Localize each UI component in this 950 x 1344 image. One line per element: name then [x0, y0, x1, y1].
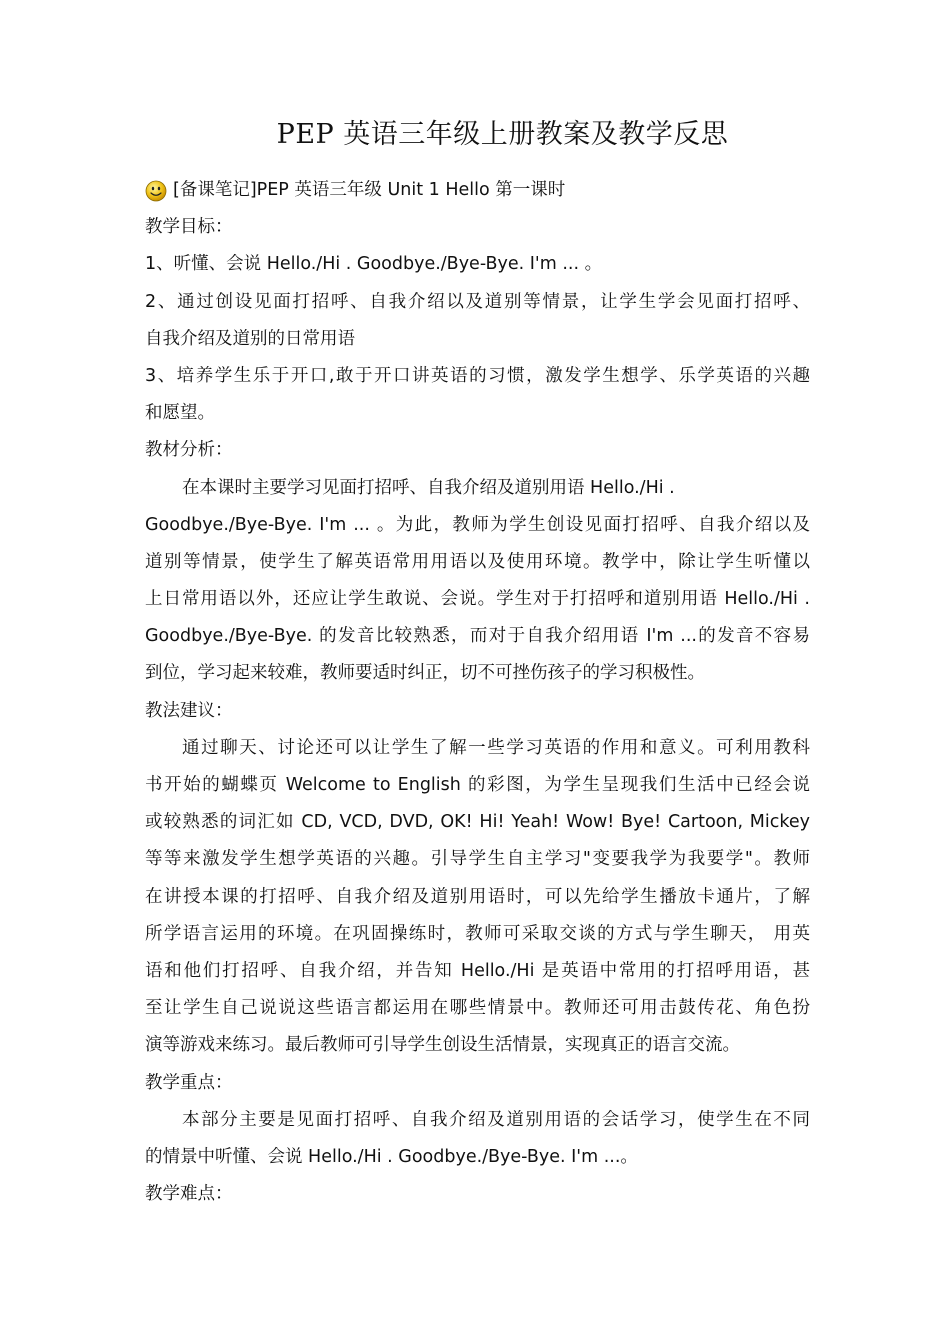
- suggestion-line-2: 书开始的蝴蝶页 Welcome to English 的彩图，为学生呈现我们生活中已经会说: [145, 775, 810, 795]
- objective-2-line-2: 自我介绍及道别的日常用语: [145, 328, 355, 349]
- suggestion-line-5: 在讲授本课的打招呼、自我介绍及道别用语时，可以先给学生播放卡通片，了解: [145, 886, 810, 907]
- analysis-line-5: Goodbye./Bye-Bye. 的发音比较熟悉，而对于自我介绍用语 I'm ...的发音不容易: [145, 626, 810, 647]
- analysis-line-3: 道别等情景，使学生了解英语常用用语以及使用环境。教学中，除让学生听懂以: [145, 551, 810, 572]
- objective-3-line-1: 3、培养学生乐于开口,敢于开口讲英语的习惯，激发学生想学、乐学英语的兴趣: [145, 365, 810, 386]
- objective-3-line-2: 和愿望。: [145, 403, 215, 424]
- objective-2-line-1: 2、通过创设见面打招呼、自我介绍以及道别等情景，让学生学会见面打招呼、: [145, 291, 810, 312]
- suggestion-line-7: 语和他们打招呼、自我介绍，并告知 Hello./Hi 是英语中常用的打招呼用语，甚: [145, 960, 810, 981]
- heading-objectives: 教学目标：: [145, 217, 233, 238]
- suggestion-line-9: 演等游戏来练习。最后教师可引导学生创设生活情景，实现真正的语言交流。: [145, 1035, 740, 1056]
- suggestion-line-6: 所学语言运用的环境。在巩固操练时，教师可采取交谈的方式与学生聊天， 用英: [145, 923, 810, 944]
- heading-teaching-suggestions: 教法建议：: [145, 700, 233, 721]
- suggestion-line-1: 通过聊天、讨论还可以让学生了解一些学习英语的作用和意义。可利用教科: [182, 737, 810, 758]
- analysis-line-1: 在本课时主要学习见面打招呼、自我介绍及道别用语 Hello./Hi .: [182, 477, 675, 498]
- document-title: PEP 英语三年级上册教案及教学反思: [276, 119, 729, 150]
- heading-material-analysis: 教材分析：: [145, 440, 233, 461]
- section-heading: [145, 172, 810, 209]
- suggestion-line-4: 等等来激发学生想学英语的兴趣。引导学生自主学习"变要我学为我要学"。教师: [145, 849, 810, 870]
- document-body: [145, 172, 810, 1213]
- analysis-line-4: 上日常用语以外，还应让学生敢说、会说。学生对于打招呼和道别用语 Hello./Hi .: [145, 589, 810, 610]
- section-heading-text: [备课笔记]PEP 英语三年级 Unit 1 Hello 第一课时: [173, 180, 566, 200]
- suggestion-line-3: 或较熟悉的词汇如 CD, VCD, DVD, OK! Hi! Yeah! Wow! Bye! Cartoon, Mickey: [145, 812, 810, 833]
- smiley-face-icon: [145, 180, 167, 202]
- suggestion-line-8: 至让学生自己说说这些语言都运用在哪些情景中。教师还可用击鼓传花、角色扮: [145, 998, 810, 1019]
- objective-1: 1、听懂、会说 Hello./Hi . Goodbye./Bye-Bye. I'm ... 。: [145, 254, 603, 275]
- analysis-line-2: Goodbye./Bye-Bye. I'm ... 。为此，教师为学生创设见面打招呼、自我介绍以及: [145, 514, 810, 535]
- analysis-line-6: 到位，学习起来较难，教师要适时纠正，切不可挫伤孩子的学习积极性。: [145, 663, 705, 684]
- key-points-line-2: 的情景中听懂、会说 Hello./Hi . Goodbye./Bye-Bye. I'm ...。: [145, 1146, 638, 1167]
- heading-key-points: 教学重点：: [145, 1072, 233, 1093]
- heading-difficult-points: 教学难点：: [145, 1184, 233, 1205]
- key-points-line-1: 本部分主要是见面打招呼、自我介绍及道别用语的会话学习，使学生在不同: [182, 1109, 810, 1130]
